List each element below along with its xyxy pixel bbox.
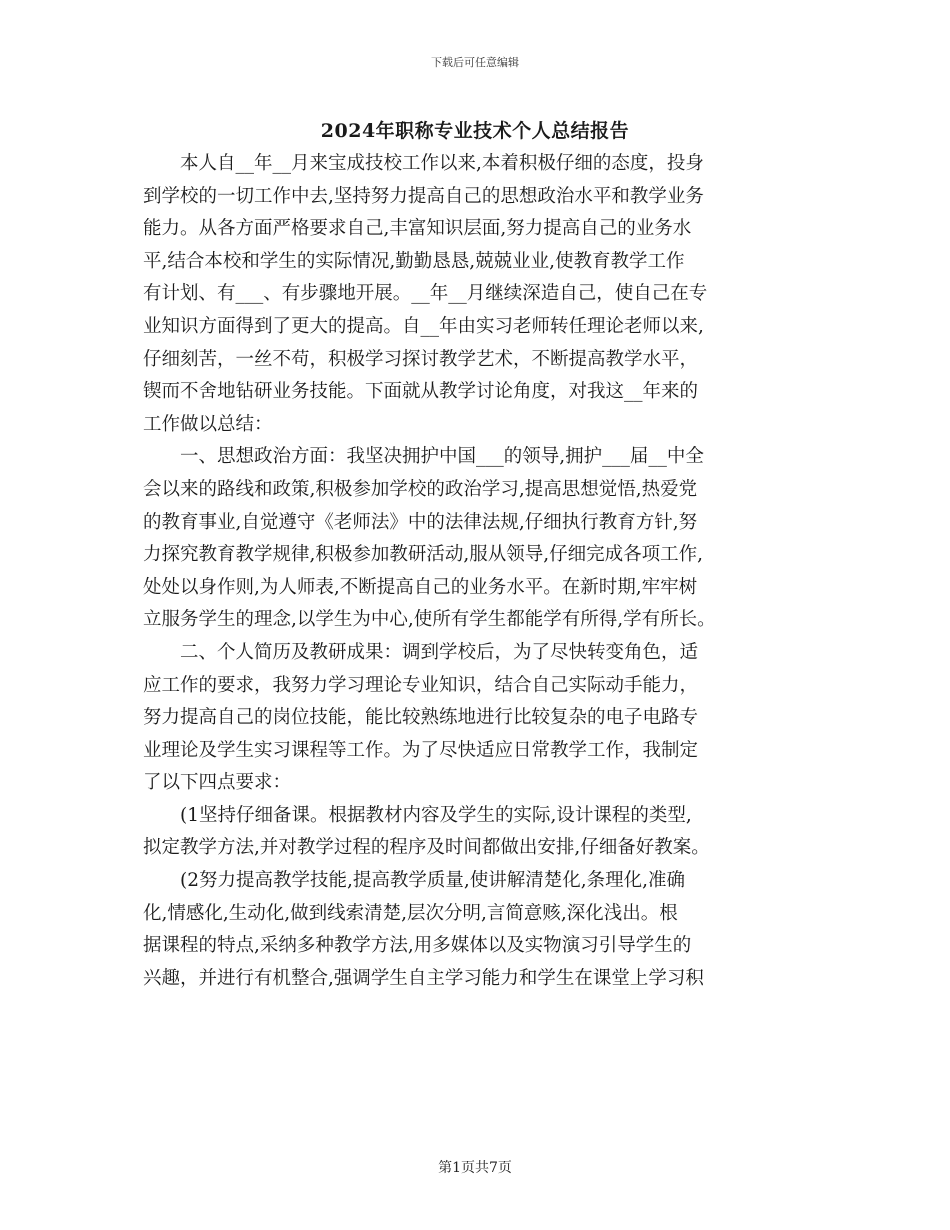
body-line: 兴趣，并进行有机整合,强调学生自主学习能力和学生在课堂上学习积 bbox=[143, 967, 704, 989]
body-line: 平,结合本校和学生的实际情况,勤勤恳恳,兢兢业业,使教育教学工作 bbox=[143, 250, 685, 272]
body-line: 化,情感化,生动化,做到线索清楚,层次分明,言简意赅,深化浅出。根 bbox=[143, 902, 678, 924]
body-line: 锲而不舍地钻研业务技能。下面就从教学讨论角度，对我这__年来的 bbox=[143, 381, 699, 403]
document-body bbox=[143, 148, 823, 995]
page-footer: 第1页共7页 bbox=[438, 1160, 512, 1176]
document-title: 2024年职称专业技术个人总结报告 bbox=[320, 120, 630, 142]
body-line: 能力。从各方面严格要求自己,丰富知识层面,努力提高自己的业务水 bbox=[143, 218, 692, 240]
body-line: 立服务学生的理念,以学生为中心,使所有学生都能学有所得,学有所长。 bbox=[143, 609, 716, 631]
body-line: 会以来的路线和政策,积极参加学校的政治学习,提高思想觉悟,热爱党 bbox=[143, 478, 698, 500]
body-line: 据课程的特点,采纳多种教学方法,用多媒体以及实物演习引导学生的 bbox=[143, 935, 692, 957]
body-line: 二、个人简历及教研成果：调到学校后，为了尽快转变角色，适 bbox=[143, 641, 699, 663]
body-line: 有计划、有___、有步骤地开展。__年__月继续深造自己，使自己在专 bbox=[143, 283, 708, 305]
body-line: (2努力提高教学技能,提高教学质量,使讲解清楚化,条理化,准确 bbox=[143, 870, 686, 892]
header-note: 下载后可任意编辑 bbox=[431, 56, 519, 69]
body-line: 到学校的一切工作中去,坚持努力提高自己的思想政治水平和教学业务 bbox=[143, 185, 704, 207]
body-line: 工作做以总结： bbox=[143, 413, 273, 435]
body-line: 应工作的要求，我努力学习理论专业知识，结合自己实际动手能力， bbox=[143, 674, 699, 696]
body-line: 努力提高自己的岗位技能，能比较熟练地进行比较复杂的电子电路专 bbox=[143, 707, 699, 729]
body-line: 拟定教学方法,并对教学过程的程序及时间都做出安排,仔细备好教案。 bbox=[143, 837, 710, 859]
body-line: 本人自__年__月来宝成技校工作以来,本着积极仔细的态度，投身 bbox=[143, 153, 704, 174]
body-line: 业知识方面得到了更大的提高。自__年由实习老师转任理论老师以来, bbox=[143, 315, 704, 337]
body-line: 业理论及学生实习课程等工作。为了尽快适应日常教学工作，我制定 bbox=[143, 739, 699, 761]
body-line: 的教育事业,自觉遵守《老师法》中的法律法规,仔细执行教育方针,努 bbox=[143, 511, 698, 533]
body-line: 处处以身作则,为人师表,不断提高自己的业务水平。在新时期,牢牢树 bbox=[143, 576, 698, 598]
body-line: 了以下四点要求： bbox=[143, 772, 292, 794]
body-line: (1坚持仔细备课。根据教材内容及学生的实际,设计课程的类型, bbox=[143, 804, 692, 826]
body-line: 一、思想政治方面：我坚决拥护中国___的领导,拥护___届__中全 bbox=[143, 446, 704, 468]
body-line: 仔细刻苦，一丝不苟，积极学习探讨教学艺术，不断提高教学水平， bbox=[143, 348, 699, 370]
body-line: 力探究教育教学规律,积极参加教研活动,服从领导,仔细完成各项工作, bbox=[143, 544, 704, 566]
